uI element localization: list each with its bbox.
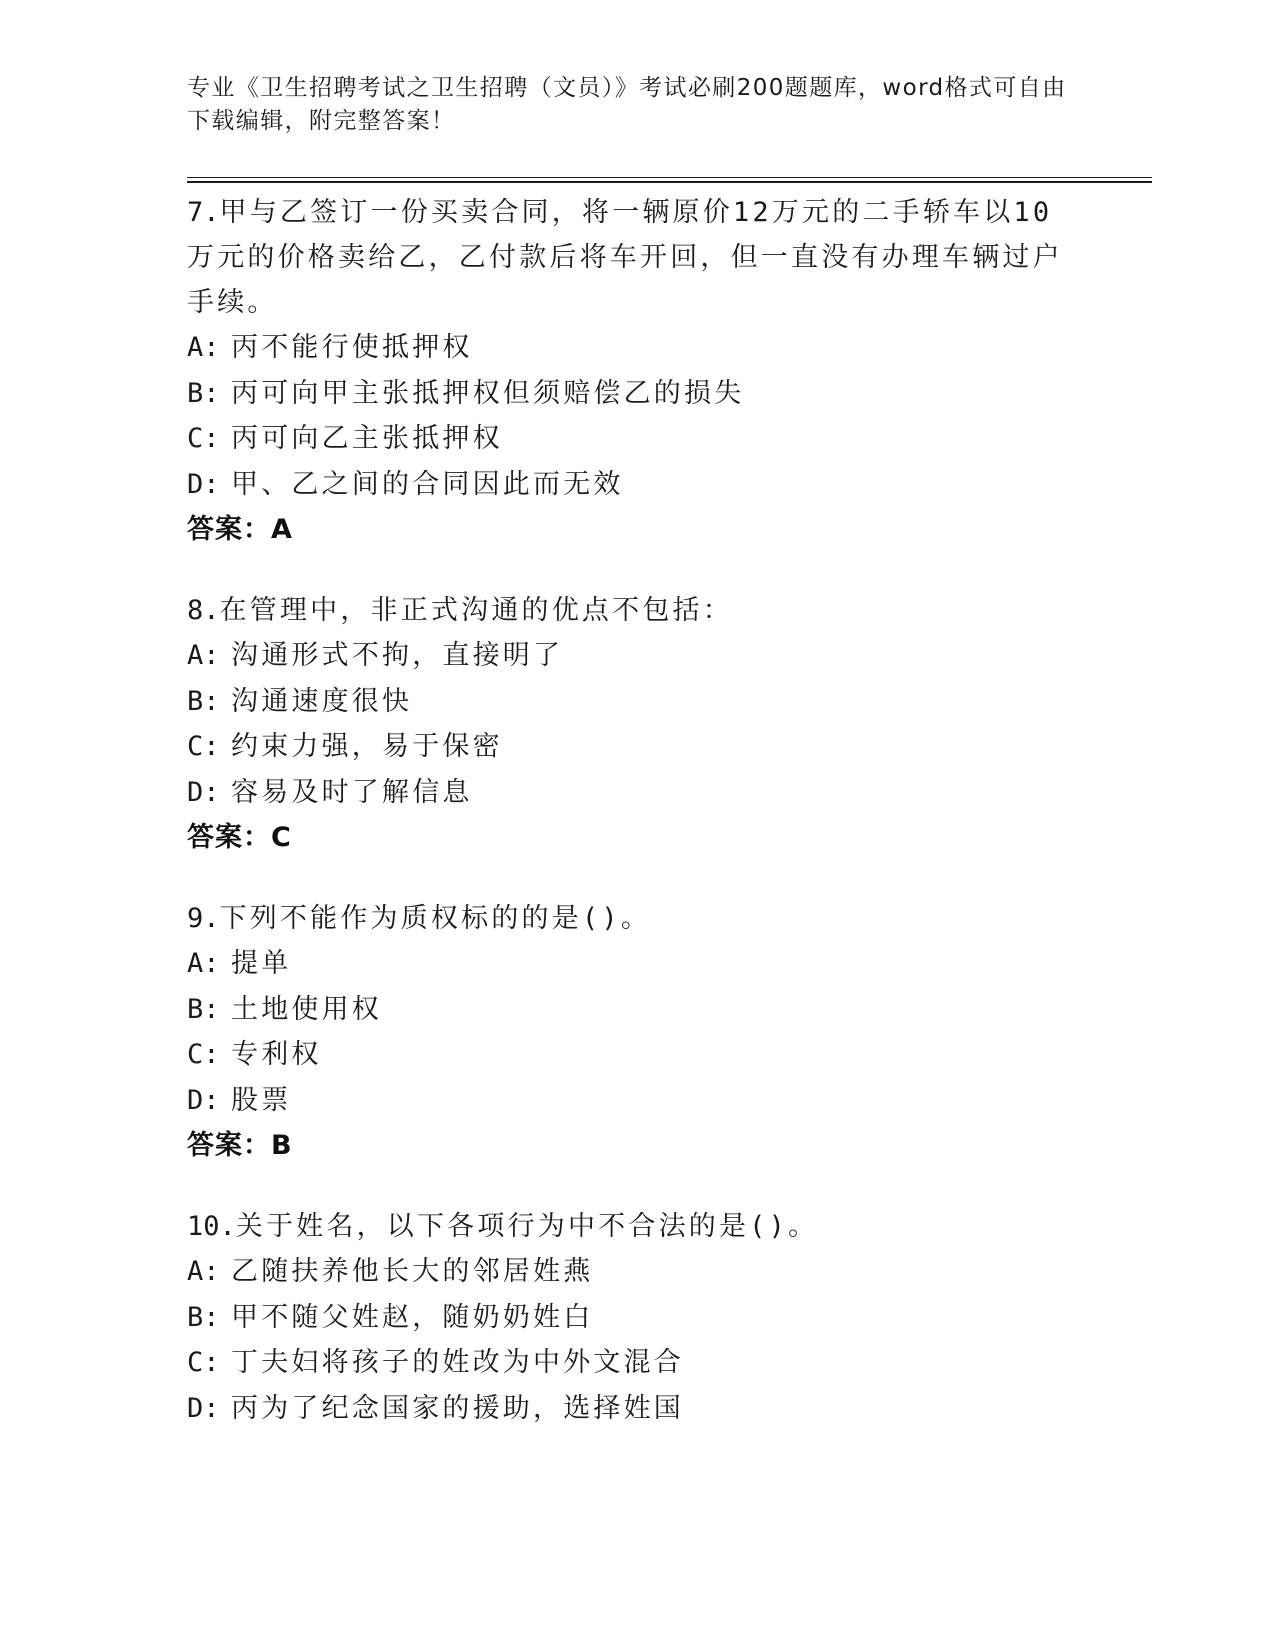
option-letter: D: [187, 776, 220, 808]
question-number: 9. [187, 903, 220, 934]
option-letter: A: [187, 640, 220, 671]
answer-line: 答案：A [187, 514, 293, 545]
question-stem [187, 896, 1067, 941]
option-a [187, 1249, 1067, 1295]
option-text: 股票 [231, 1084, 292, 1116]
header-text: 专业《卫生招聘考试之卫生招聘（文员）》考试必刷200题题库，word格式可自由下载编辑，附完整答案！ [187, 75, 1067, 134]
option-c [187, 1032, 1067, 1078]
option-text: 丁夫妇将孩子的姓改为中外文混合 [231, 1347, 684, 1378]
option-letter: B: [187, 685, 220, 717]
option-letter: C: [187, 1347, 220, 1378]
option-letter: D: [187, 1084, 220, 1116]
document-header [187, 72, 1067, 138]
option-c [187, 416, 1067, 462]
option-text: 甲、乙之间的合同因此而无效 [231, 468, 624, 500]
option-d [187, 770, 1067, 816]
option-letter: B: [187, 993, 220, 1025]
option-letter: D: [187, 468, 220, 500]
option-text: 丙为了纪念国家的援助，选择姓国 [231, 1392, 684, 1424]
option-a [187, 325, 1067, 371]
option-letter: C: [187, 423, 220, 454]
question-8 [187, 588, 1067, 861]
question-text: 下列不能作为质权标的的是()。 [219, 903, 652, 934]
question-list [187, 190, 1067, 1466]
question-text: 关于姓名，以下各项行为中不合法的是()。 [235, 1211, 819, 1242]
option-b [187, 987, 1067, 1033]
option-text: 提单 [231, 948, 292, 979]
option-text: 约束力强，易于保密 [231, 731, 503, 762]
option-text: 乙随扶养他长大的邻居姓燕 [231, 1256, 594, 1287]
option-letter: A: [187, 1256, 220, 1287]
option-letter: D: [187, 1392, 220, 1424]
option-text: 容易及时了解信息 [231, 776, 473, 808]
question-10 [187, 1204, 1067, 1431]
option-d [187, 1386, 1067, 1432]
option-text: 丙可向乙主张抵押权 [231, 423, 503, 454]
header-divider-thin [187, 177, 1152, 178]
option-text: 沟通速度很快 [231, 685, 413, 717]
option-a [187, 633, 1067, 679]
option-b [187, 679, 1067, 725]
option-letter: B: [187, 377, 220, 409]
option-letter: B: [187, 1301, 220, 1333]
option-text: 丙可向甲主张抵押权但须赔偿乙的损失 [231, 377, 745, 409]
question-text: 甲与乙签订一份买卖合同，将一辆原价12万元的二手轿车以10万元的价格卖给乙，乙付款后将车开回，但一直没有办理车辆过户手续。 [187, 197, 1063, 318]
option-text: 甲不随父姓赵，随奶奶姓白 [231, 1301, 594, 1333]
option-c [187, 1340, 1067, 1386]
option-b [187, 1295, 1067, 1341]
option-text: 沟通形式不拘，直接明了 [231, 640, 564, 671]
question-number: 10. [187, 1211, 236, 1242]
option-text: 丙不能行使抵押权 [231, 332, 473, 363]
question-stem [187, 1204, 1067, 1249]
option-b [187, 371, 1067, 417]
question-number: 7. [187, 197, 220, 228]
option-text: 土地使用权 [231, 993, 382, 1025]
option-letter: C: [187, 731, 220, 762]
answer-line: 答案：B [187, 1130, 293, 1161]
option-d [187, 462, 1067, 508]
question-7 [187, 190, 1067, 553]
option-d [187, 1078, 1067, 1124]
question-stem [187, 190, 1067, 325]
answer-line: 答案：C [187, 822, 292, 853]
option-letter: A: [187, 948, 220, 979]
option-a [187, 941, 1067, 987]
option-c [187, 724, 1067, 770]
question-number: 8. [187, 595, 220, 626]
option-text: 专利权 [231, 1039, 322, 1070]
option-letter: C: [187, 1039, 220, 1070]
question-9 [187, 896, 1067, 1169]
option-letter: A: [187, 332, 220, 363]
header-divider-thick [187, 181, 1152, 183]
question-text: 在管理中，非正式沟通的优点不包括： [219, 595, 733, 626]
question-stem [187, 588, 1067, 633]
